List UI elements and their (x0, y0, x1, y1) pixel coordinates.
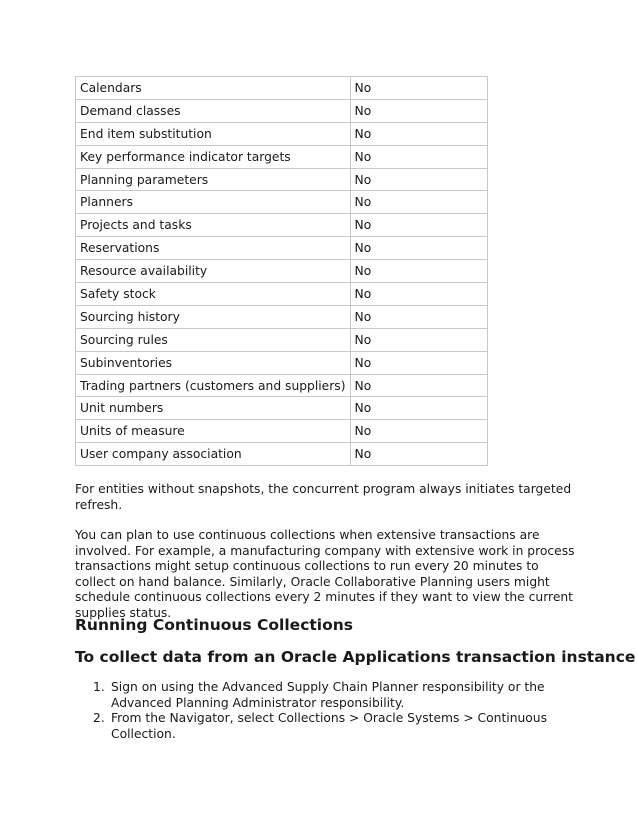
entity-cell: User company association (76, 443, 351, 466)
entity-cell: End item substitution (76, 122, 351, 145)
step-text: From the Navigator, select Collections > Oracle Systems > Continuous Collection. (111, 711, 548, 741)
step-number: 2. (93, 711, 105, 725)
value-cell: No (350, 328, 487, 351)
step-text: Sign on using the Advanced Supply Chain Planner responsibility or the Advanced Planning Administrator responsibility. (111, 680, 545, 710)
table-row (76, 420, 488, 443)
value-cell: No (350, 374, 487, 397)
value-cell: No (350, 283, 487, 306)
table-row (76, 237, 488, 260)
entity-cell: Projects and tasks (76, 214, 351, 237)
entity-cell: Resource availability (76, 260, 351, 283)
continuous-usage-paragraph: You can plan to use continuous collections when extensive transactions are involved. For example, a manufacturing company with extensive work in process transactions might setup continuous collections to run every 20 minutes to collect on hand balance. Similarly, Oracle Collaborative Planning users might schedule continuous collections every 2 minutes if they want to view the current supplies status. (75, 528, 575, 620)
value-cell: No (350, 237, 487, 260)
table-row (76, 145, 488, 168)
list-item (75, 711, 575, 742)
value-cell: No (350, 77, 487, 100)
value-cell: No (350, 214, 487, 237)
value-cell: No (350, 351, 487, 374)
entity-cell: Unit numbers (76, 397, 351, 420)
table-row (76, 77, 488, 100)
value-cell: No (350, 191, 487, 214)
table-row (76, 168, 488, 191)
entity-cell: Planners (76, 191, 351, 214)
running-collections-heading: Running Continuous Collections (75, 616, 354, 634)
table-row (76, 443, 488, 466)
value-cell: No (350, 260, 487, 283)
value-cell: No (350, 122, 487, 145)
table-row (76, 99, 488, 122)
table-row (76, 260, 488, 283)
entity-cell: Sourcing history (76, 305, 351, 328)
entity-cell: Key performance indicator targets (76, 145, 351, 168)
table-row (76, 122, 488, 145)
table-row (76, 397, 488, 420)
table-row (76, 214, 488, 237)
snapshots-note-paragraph: For entities without snapshots, the concurrent program always initiates targeted refresh. (75, 482, 572, 512)
value-cell: No (350, 168, 487, 191)
entity-cell: Calendars (76, 77, 351, 100)
value-cell: No (350, 99, 487, 122)
entity-cell: Demand classes (76, 99, 351, 122)
list-item (75, 680, 575, 711)
value-cell: No (350, 145, 487, 168)
table-row (76, 351, 488, 374)
table-row (76, 191, 488, 214)
value-cell: No (350, 305, 487, 328)
entity-cell: Trading partners (customers and suppliers) (76, 374, 351, 397)
table-row (76, 374, 488, 397)
value-cell: No (350, 420, 487, 443)
value-cell: No (350, 397, 487, 420)
step-number: 1. (93, 680, 105, 694)
entity-cell: Sourcing rules (76, 328, 351, 351)
entity-cell: Subinventories (76, 351, 351, 374)
entity-cell: Planning parameters (76, 168, 351, 191)
collect-data-heading: To collect data from an Oracle Applications transaction instance (75, 648, 636, 666)
table-row (76, 283, 488, 306)
entity-snapshot-table (75, 76, 488, 466)
entity-cell: Safety stock (76, 283, 351, 306)
entity-cell: Reservations (76, 237, 351, 260)
value-cell: No (350, 443, 487, 466)
procedure-steps-list (75, 680, 575, 742)
table-row (76, 328, 488, 351)
entity-cell: Units of measure (76, 420, 351, 443)
table-row (76, 305, 488, 328)
